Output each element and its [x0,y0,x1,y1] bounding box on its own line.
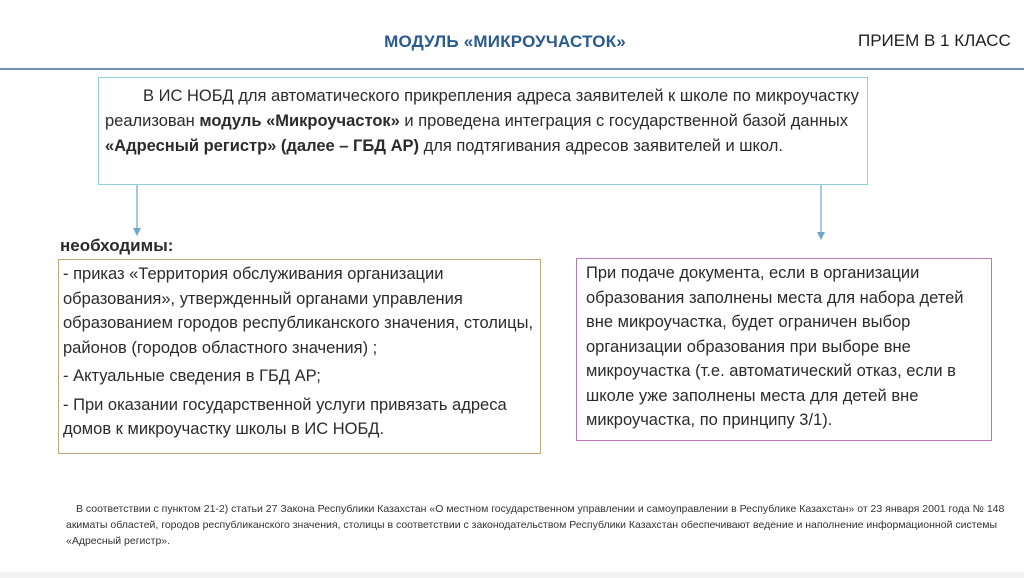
arrow-left-icon [130,185,144,237]
intro-text-2: и проведена интеграция с государственной базой данных [399,112,848,130]
intro-bold-module: модуль «Микроучасток» [199,112,400,130]
legal-footnote [66,501,1006,549]
arrow-right-icon [814,185,828,241]
intro-box [98,77,868,185]
footnote-text: В соответствии с пунктом 21-2) статьи 27 Закона Республики Казахстан «О местном государственном управлении и самоуправлении в Республике Казахстан» от 23 января 2001 года № 148 акиматы областей, городов республиканского значения, столицы в соответствии с законодательством Республики Казахстан обеспечивают ведение и наполнение информационной системы «Адресный регистр». [66,503,1005,547]
requirements-list [63,262,553,446]
section-label: ПРИЕМ В 1 КЛАСС [858,31,1011,50]
intro-bold-registry: «Адресный регистр» (далее – ГБД АР) [105,137,420,155]
bottom-band [0,572,1024,578]
header-divider [0,68,1024,70]
slide-title: МОДУЛЬ «МИКРОУЧАСТОК» [384,32,626,51]
requirement-item: - приказ «Территория обслуживания организации образования», утвержденный органами управления образованием городов республиканского значения, столицы, районов (городов областного значения) ; [63,265,534,357]
note-text: При подаче документа, если в организации образования заполнены места для набора детей вне микроучастка, будет ограничен выбор организации образования при выборе вне микроучастка (т.е. автоматический отказ, если в школе уже заполнены места для детей вне микроучастка, по принципу 3/1). [586,264,964,429]
intro-text-3: для подтягивания адресов заявителей и школ. [419,137,783,155]
requirement-item: - Актуальные сведения в ГБД АР; [63,367,321,385]
intro-text-1: В ИС НОБД для автоматического прикрепления адреса заявителей к школе по микроучастку реализован [105,87,859,130]
requirements-label: необходимы: [60,236,174,255]
requirement-item: - При оказании государственной услуги привязать адреса домов к микроучастку школы в ИС НОБД. [63,395,507,438]
